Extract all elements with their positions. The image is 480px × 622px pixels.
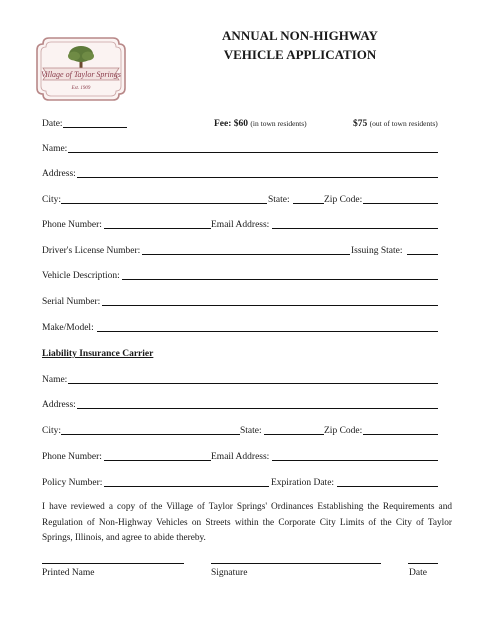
- vehicle-description-field[interactable]: [122, 279, 438, 280]
- title-line-1: ANNUAL NON-HIGHWAY: [222, 28, 378, 43]
- address-field[interactable]: [77, 177, 438, 178]
- license-field[interactable]: [142, 254, 350, 255]
- insurance-state-label: State:: [240, 426, 262, 436]
- serial-label: Serial Number:: [42, 297, 101, 307]
- policy-field[interactable]: [104, 486, 269, 487]
- name-label: Name:: [42, 144, 68, 154]
- serial-field[interactable]: [102, 305, 438, 306]
- issuing-state-label: Issuing State:: [351, 246, 403, 256]
- phone-field[interactable]: [104, 228, 211, 229]
- date-field[interactable]: [63, 127, 127, 128]
- address-label: Address:: [42, 169, 76, 179]
- insurance-name-field[interactable]: [68, 383, 438, 384]
- insurance-email-field[interactable]: [272, 460, 438, 461]
- insurance-heading: Liability Insurance Carrier: [42, 349, 154, 359]
- insurance-zip-field[interactable]: [363, 434, 438, 435]
- expiration-label: Expiration Date:: [271, 478, 335, 488]
- city-field[interactable]: [61, 203, 267, 204]
- logo-text: Village of Taylor Springs: [41, 70, 121, 79]
- make-model-label: Make/Model:: [42, 323, 94, 333]
- issuing-state-field[interactable]: [407, 254, 438, 255]
- insurance-email-label: Email Address:: [211, 452, 270, 462]
- village-logo: [33, 36, 129, 102]
- insurance-state-field[interactable]: [264, 434, 324, 435]
- vehicle-description-label: Vehicle Description:: [42, 271, 120, 281]
- signature-date-label: Date: [409, 568, 427, 578]
- fee-in-town: [214, 118, 307, 130]
- insurance-city-label: City:: [42, 426, 62, 436]
- zip-field[interactable]: [363, 203, 438, 204]
- fee-out-of-town: [353, 118, 438, 130]
- email-field[interactable]: [272, 228, 438, 229]
- date-label: Date:: [42, 119, 63, 129]
- fee-out-amount: $75: [353, 119, 368, 129]
- printed-name-label: Printed Name: [42, 568, 95, 578]
- expiration-field[interactable]: [337, 486, 438, 487]
- phone-label: Phone Number:: [42, 220, 102, 230]
- title-line-2: VEHICLE APPLICATION: [223, 47, 377, 62]
- city-label: City:: [42, 195, 62, 205]
- state-label: State:: [268, 195, 290, 205]
- insurance-address-field[interactable]: [77, 408, 438, 409]
- license-label: Driver's License Number:: [42, 246, 141, 256]
- fee-in-town-note: (in town residents): [250, 119, 307, 128]
- printed-name-field[interactable]: [42, 563, 184, 564]
- signature-field[interactable]: [211, 563, 381, 564]
- email-label: Email Address:: [211, 220, 270, 230]
- insurance-phone-label: Phone Number:: [42, 452, 102, 462]
- policy-label: Policy Number:: [42, 478, 103, 488]
- insurance-name-label: Name:: [42, 375, 68, 385]
- insurance-city-field[interactable]: [61, 434, 240, 435]
- form-title: [212, 26, 388, 64]
- fee-out-note: (out of town residents): [369, 119, 438, 128]
- fee-in-town-amount: Fee: $60: [214, 119, 249, 129]
- agreement-text: I have reviewed a copy of the Village of Taylor Springs' Ordinances Establishing the Requirements and Regulation of Non-Highway Vehicles on Streets within the Corporate City Limits of the City of Taylor Springs, Illinois, and agree to abide thereby.: [42, 502, 452, 543]
- insurance-phone-field[interactable]: [104, 460, 211, 461]
- signature-label: Signature: [211, 568, 248, 578]
- signature-date-field[interactable]: [408, 563, 438, 564]
- make-model-field[interactable]: [97, 331, 438, 332]
- zip-label: Zip Code:: [324, 195, 363, 205]
- insurance-zip-label: Zip Code:: [324, 426, 363, 436]
- state-field[interactable]: [293, 203, 324, 204]
- logo-est: Est. 1909: [71, 86, 91, 91]
- name-field[interactable]: [68, 152, 438, 153]
- insurance-address-label: Address:: [42, 400, 76, 410]
